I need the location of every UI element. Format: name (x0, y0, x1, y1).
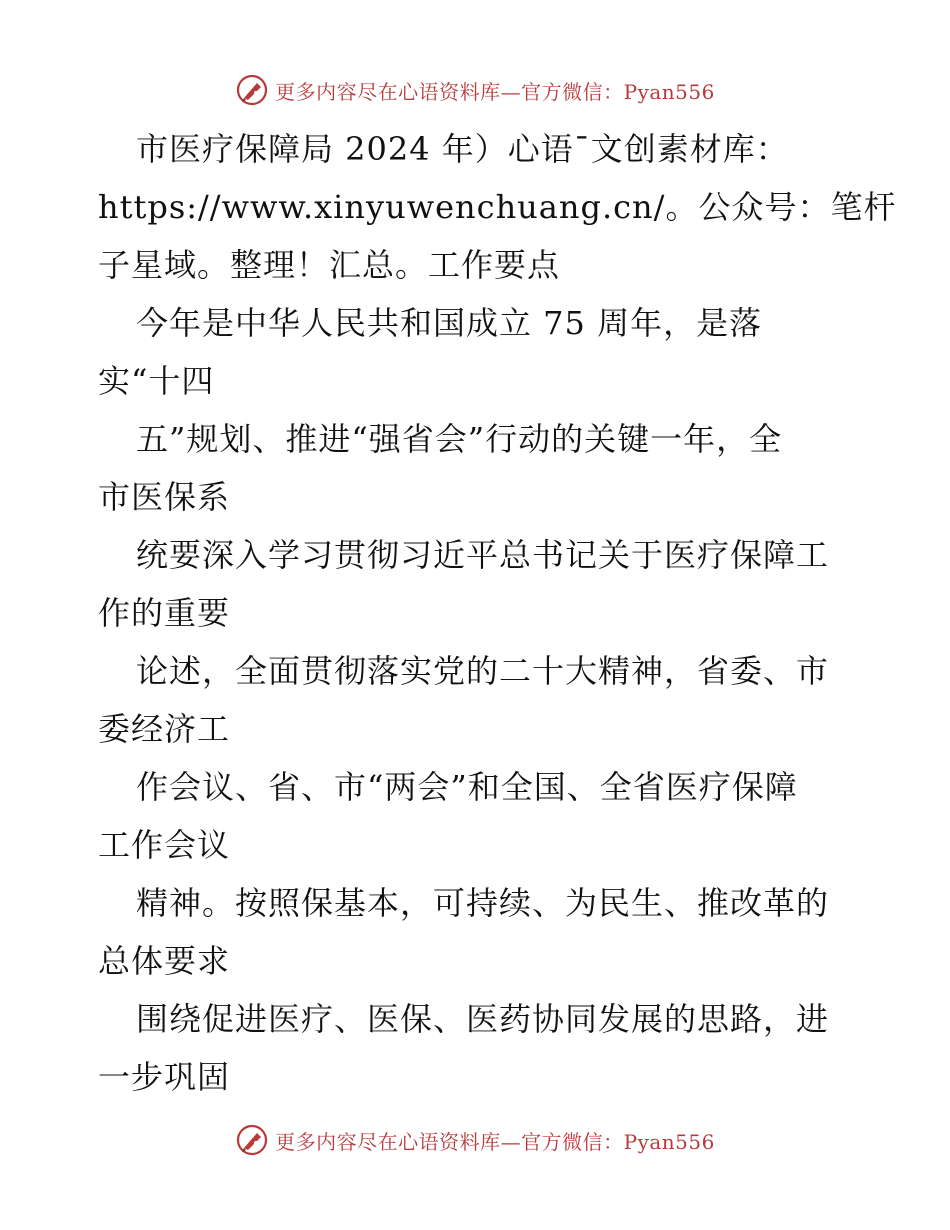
body-line: 五”规划、推进“强省会”行动的关键一年，全 (136, 420, 783, 458)
body-line: 作会议、省、市“两会”和全国、全省医疗保障 (136, 768, 798, 806)
pen-nib-logo-icon (235, 73, 269, 107)
body-line: 总体要求 (98, 942, 231, 980)
body-line: 围绕促进医疗、医保、医药协同发展的思路，进 (136, 1000, 830, 1038)
body-line: 精神。按照保基本，可持续、为民生、推改革的 (136, 884, 830, 922)
pen-nib-logo-icon (235, 1123, 269, 1157)
footer-banner-text: 更多内容尽在心语资料库—官方微信：Pyan556 (275, 1129, 715, 1154)
body-line: 实“十四 (98, 362, 215, 400)
body-line: 一步巩固 (98, 1058, 231, 1096)
body-line: 市医保系 (98, 478, 231, 516)
body-line: 委经济工 (98, 710, 231, 748)
body-line: 市医疗保障局 2024 年）心语¯文创素材库： (136, 130, 789, 168)
body-line: 子星域。整理！汇总。工作要点 (98, 246, 561, 284)
document-body (98, 120, 897, 1106)
body-line: https://www.xinyuwenchuang.cn/。公众号：笔杆 (98, 188, 897, 226)
body-line: 作的重要 (98, 594, 231, 632)
header-banner (0, 70, 950, 110)
body-line: 工作会议 (98, 826, 231, 864)
body-line: 今年是中华人民共和国成立 75 周年，是落 (136, 304, 763, 342)
body-line: 统要深入学习贯彻习近平总书记关于医疗保障工 (136, 536, 830, 574)
header-banner-text: 更多内容尽在心语资料库—官方微信：Pyan556 (275, 79, 715, 104)
body-line: 论述，全面贯彻落实党的二十大精神，省委、市 (136, 652, 830, 690)
footer-banner (0, 1120, 950, 1160)
